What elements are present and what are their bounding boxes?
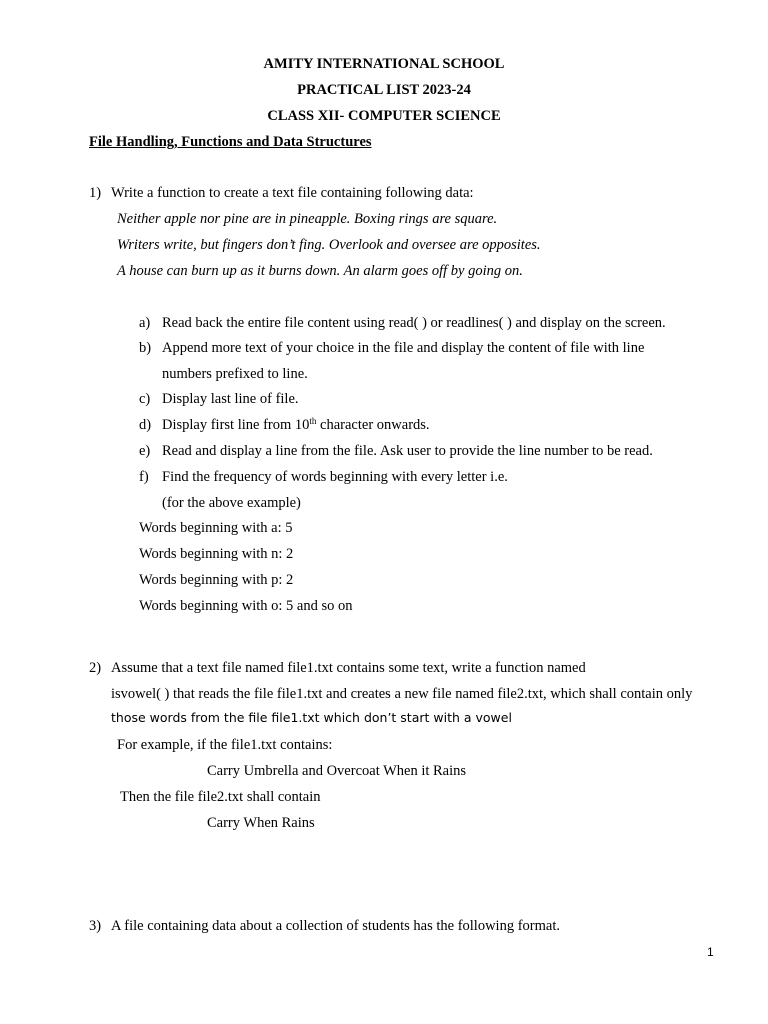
question-text: Assume that a text file named file1.txt contains some text, write a function named [111, 660, 586, 676]
school-title: AMITY INTERNATIONAL SCHOOL [263, 56, 505, 72]
task-label: c) [139, 391, 151, 407]
frequency-line: Words beginning with p: 2 [139, 572, 294, 588]
task-text-continued: (for the above example) [162, 495, 301, 511]
file-data-line: Writers write, but fingers don’t fing. Overlook and oversee are opposites. [117, 237, 541, 253]
file-data-line: A house can burn up as it burns down. An alarm goes off by going on. [117, 263, 523, 279]
question-prompt: Write a function to create a text file containing following data: [111, 185, 474, 201]
practical-list-title: PRACTICAL LIST 2023-24 [297, 82, 471, 98]
task-label: e) [139, 443, 151, 459]
task-text-end: character onwards. [316, 417, 430, 433]
question-text: A file containing data about a collection of students has the following format. [111, 918, 560, 934]
question-number: 3) [89, 918, 102, 934]
task-text: Display last line of file. [162, 391, 299, 407]
task-label: b) [139, 340, 152, 356]
class-title: CLASS XII- COMPUTER SCIENCE [267, 108, 501, 124]
task-text: Read and display a line from the file. Ask user to provide the line number to be read. [162, 443, 653, 459]
task-label: d) [139, 417, 152, 433]
frequency-line: Words beginning with o: 5 and so on [139, 598, 353, 614]
question-text: those words from the file file1.txt which don’t start with a vowel [111, 710, 512, 725]
example-input: Carry Umbrella and Overcoat When it Rains [207, 763, 467, 779]
task-text: Append more text of your choice in the file and display the content of file with line [162, 340, 645, 356]
example-output: Carry When Rains [207, 815, 315, 831]
page-number: 1 [707, 945, 714, 959]
frequency-line: Words beginning with n: 2 [139, 546, 294, 562]
example-intro: For example, if the file1.txt contains: [117, 737, 333, 753]
task-label: a) [139, 315, 151, 331]
section-heading: File Handling, Functions and Data Structures [89, 134, 372, 150]
task-label: f) [139, 469, 149, 485]
task-text: Read back the entire file content using read( ) or readlines( ) and display on the screen. [162, 315, 666, 331]
result-intro: Then the file file2.txt shall contain [120, 789, 321, 805]
task-text [162, 418, 430, 433]
question-number: 2) [89, 660, 102, 676]
task-text: Find the frequency of words beginning with every letter i.e. [162, 469, 508, 485]
task-text-main: Display first line from 10 [162, 417, 310, 433]
ordinal-superscript: th [309, 416, 317, 426]
frequency-line: Words beginning with a: 5 [139, 520, 293, 536]
question-text: isvowel( ) that reads the file file1.txt and creates a new file named file2.txt, which shall contain only [111, 686, 693, 702]
task-text-continued: numbers prefixed to line. [162, 366, 308, 382]
file-data-line: Neither apple nor pine are in pineapple. Boxing rings are square. [117, 211, 498, 227]
question-number: 1) [89, 185, 102, 201]
